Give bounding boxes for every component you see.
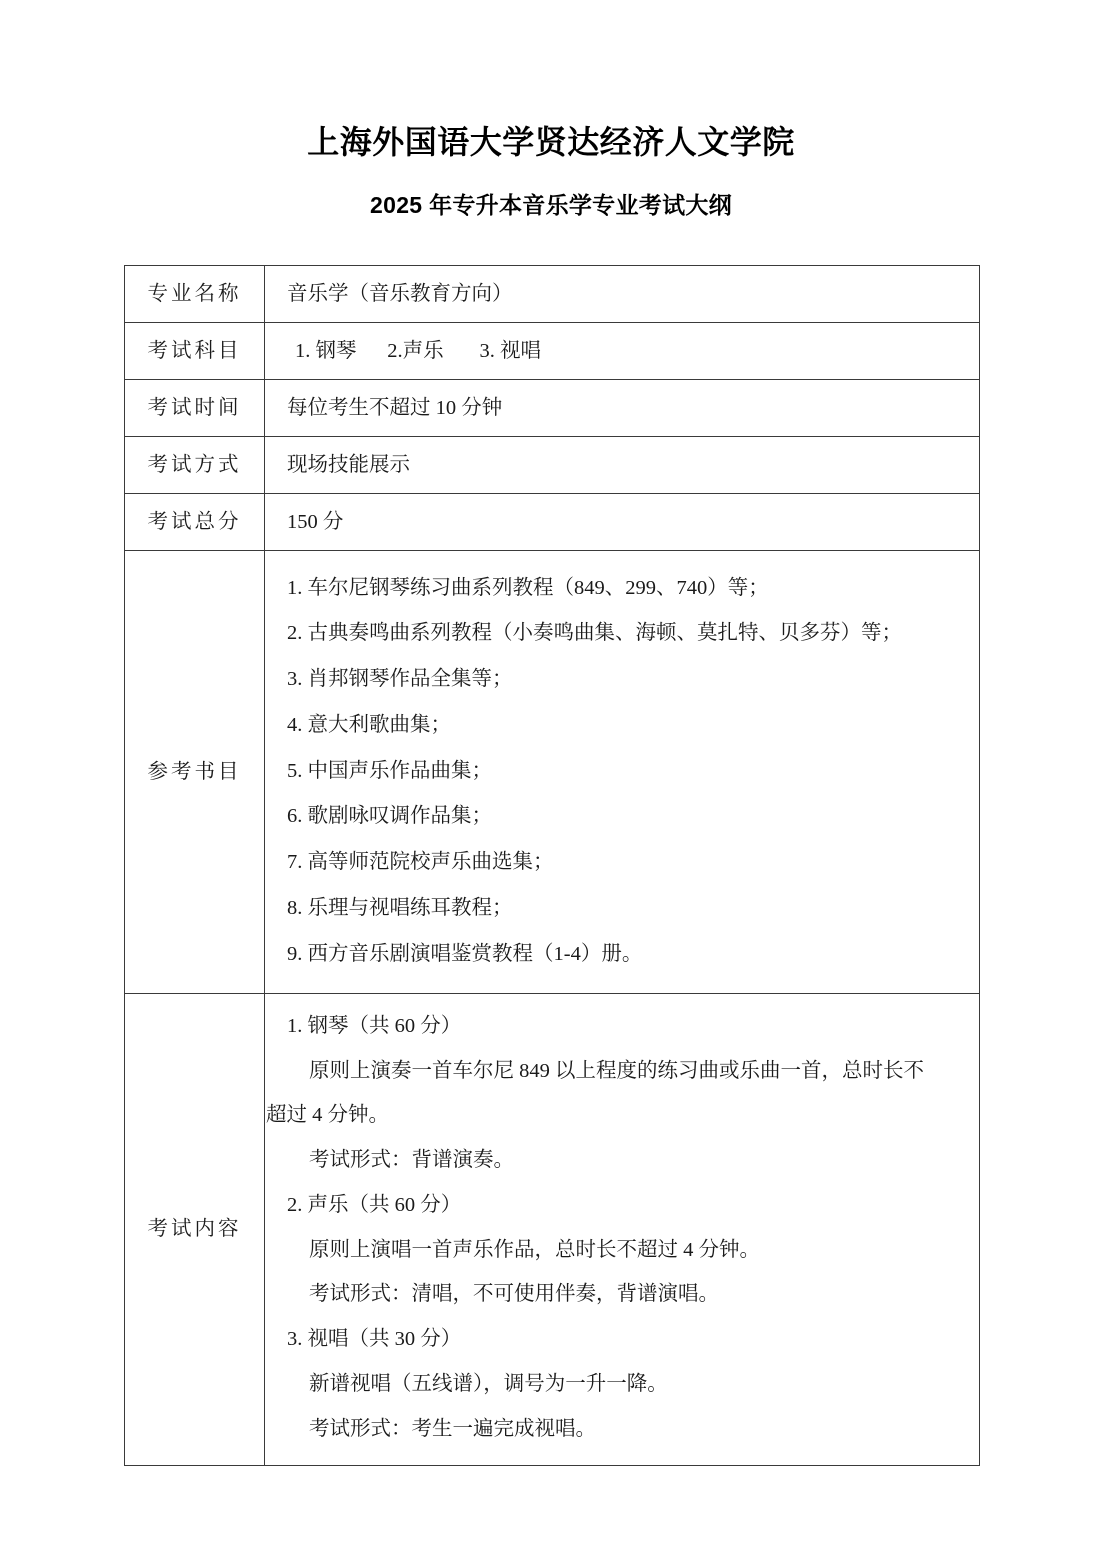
reference-book-list <box>287 565 979 977</box>
list-item: 4. 意大利歌曲集； <box>287 713 451 736</box>
row-label-exam-method: 考试方式 <box>125 437 265 494</box>
row-value-exam-time: 每位考生不超过 10 分钟 <box>265 380 980 437</box>
content-line: 新谱视唱（五线谱），调号为一升一降。 <box>309 1372 668 1395</box>
content-line: 考试形式：清唱，不可使用伴奏，背谱演唱。 <box>309 1283 719 1306</box>
row-label-exam-subjects: 考试科目 <box>125 323 265 380</box>
list-item: 6. 歌剧咏叹调作品集； <box>287 805 492 828</box>
list-item: 9. 西方音乐剧演唱鉴赏教程（1-4）册。 <box>287 942 643 965</box>
list-item: 2. 古典奏鸣曲系列教程（小奏鸣曲集、海顿、莫扎特、贝多芬）等； <box>287 622 902 645</box>
table-row-major-name <box>125 266 980 323</box>
content-line: 1. 钢琴（共 60 分） <box>287 1014 462 1037</box>
content-line: 原则上演唱一首声乐作品，总时长不超过 4 分钟。 <box>309 1238 760 1261</box>
table-row-exam-subjects <box>125 323 980 380</box>
table-row-total-score <box>125 494 980 551</box>
table-row-exam-method <box>125 437 980 494</box>
row-label-exam-time: 考试时间 <box>125 380 265 437</box>
list-item: 7. 高等师范院校声乐曲选集； <box>287 851 554 873</box>
row-value-total-score: 150 分 <box>265 494 980 551</box>
table-row-exam-content <box>125 993 980 1466</box>
content-line: 3. 视唱（共 30 分） <box>287 1328 462 1350</box>
row-label-major-name: 专业名称 <box>125 266 265 323</box>
content-line: 2. 声乐（共 60 分） <box>287 1193 462 1216</box>
row-label-exam-content: 考试内容 <box>125 993 265 1466</box>
page-title: 上海外国语大学贤达经济人文学院 <box>307 124 795 160</box>
table-row-reference-books <box>125 551 980 994</box>
row-value-exam-content <box>265 993 980 1466</box>
list-item: 5. 中国声乐作品曲集； <box>287 759 492 782</box>
exam-content-block <box>265 1004 979 1452</box>
list-item: 8. 乐理与视唱练耳教程； <box>287 896 513 919</box>
exam-subjects-text: 1. 钢琴 2.声乐 3. 视唱 <box>295 339 541 362</box>
row-value-major-name: 音乐学（音乐教育方向） <box>265 266 980 323</box>
content-line: 原则上演奏一首车尔尼 849 以上程度的练习曲或乐曲一首，总时长不 <box>309 1059 924 1082</box>
list-item: 3. 肖邦钢琴作品全集等； <box>287 668 513 690</box>
content-line: 超过 4 分钟。 <box>266 1104 389 1127</box>
row-label-reference-books: 参考书目 <box>125 551 265 994</box>
row-value-exam-subjects <box>265 323 980 380</box>
row-value-reference-books <box>265 551 980 994</box>
page-subtitle: 2025 年专升本音乐学专业考试大纲 <box>370 192 732 218</box>
list-item: 1. 车尔尼钢琴练习曲系列教程（849、299、740）等； <box>287 576 769 599</box>
exam-outline-table <box>124 265 979 1466</box>
content-line: 考试形式：考生一遍完成视唱。 <box>309 1417 596 1440</box>
table-row-exam-time <box>125 380 980 437</box>
row-value-exam-method: 现场技能展示 <box>265 437 980 494</box>
row-label-total-score: 考试总分 <box>125 494 265 551</box>
content-line: 考试形式：背谱演奏。 <box>309 1149 514 1171</box>
